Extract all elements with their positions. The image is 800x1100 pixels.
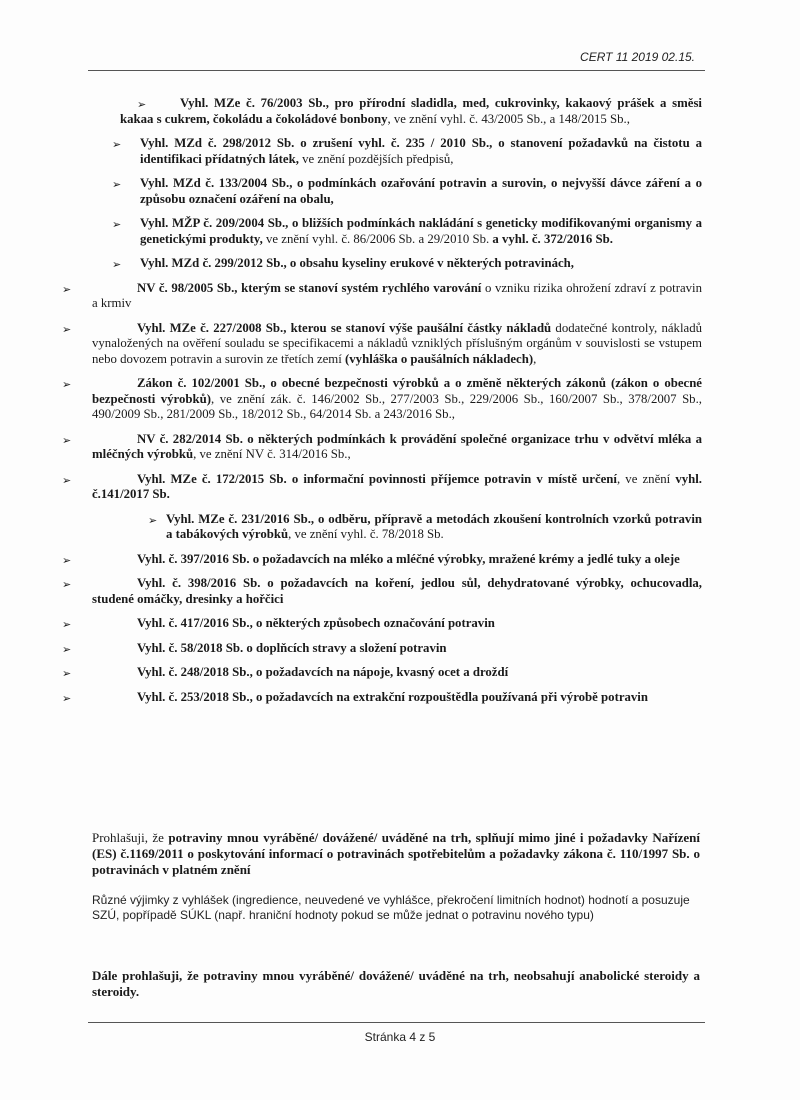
- legislation-bold: NV č. 282/2014 Sb. o některých podmínkách k provádění společné organizace trhu v odvětví mléka a mléčných výrobků: [92, 431, 702, 461]
- legislation-bold: Vyhl. č. 58/2018 Sb. o doplňcích stravy a složení potravin: [137, 640, 447, 655]
- legislation-text: [62, 690, 702, 706]
- legislation-text: [112, 176, 702, 207]
- legislation-item: [62, 690, 702, 706]
- legislation-rest: ve znění pozdějších předpisů,: [298, 151, 454, 166]
- legislation-text: [148, 512, 702, 543]
- legislation-item: [62, 472, 702, 503]
- steroids-declaration: Dále prohlašuji, že potraviny mnou vyráběné/ dovážené/ uváděné na trh, neobsahují anabolické steroidy a steroidy.: [92, 968, 700, 999]
- legislation-bold: Vyhl. MZd č. 133/2004 Sb., o podmínkách ozařování potravin a surovin, o nejvyšší dávce záření a o způsobu označení ozáření na obalu,: [140, 176, 702, 206]
- bullet-arrow-icon: ➢: [62, 433, 72, 447]
- legislation-text: [62, 641, 702, 657]
- bullet-arrow-icon: ➢: [62, 578, 72, 591]
- legislation-rest: o vzniku rizika ohrožení zdraví z potravin a krmiv: [92, 280, 702, 310]
- bullet-arrow-icon: ➢: [62, 378, 72, 391]
- bullet-arrow-icon: ➢: [62, 618, 72, 631]
- legislation-item: [62, 576, 702, 607]
- legislation-text: [62, 376, 702, 423]
- legislation-item: [62, 616, 702, 632]
- legislation-bold: Vyhl. č. 398/2016 Sb. o požadavcích na koření, jedlou sůl, dehydratované výrobky, ochucovadla, studené omáčky, dresinky a hořčici: [92, 576, 702, 606]
- bullet-arrow-icon: ➢: [137, 98, 147, 111]
- bullet-arrow-icon: ➢: [62, 667, 72, 680]
- bullet-arrow-icon: ➢: [62, 691, 72, 705]
- legislation-bold: Zákon č. 102/2001 Sb., o obecné bezpečnosti výrobků a o změně některých zákonů (zákon o obecné bezpečnosti výrobků): [92, 376, 702, 406]
- bullet-arrow-icon: ➢: [62, 553, 72, 567]
- header-rule: [88, 70, 705, 71]
- legislation-bold: Vyhl. MZd č. 298/2012 Sb. o zrušení vyhl. č. 235 / 2010 Sb., o stanovení požadavků na čistotu a identifikaci přídatných látek,: [140, 136, 702, 166]
- legislation-text: [112, 216, 702, 247]
- legislation-bold: Vyhl. č. 253/2018 Sb., o požadavcích na extrakční rozpouštědla používaná při výrobě potravin: [137, 689, 648, 704]
- legislation-item: [62, 552, 702, 568]
- legislation-item: [62, 432, 702, 463]
- bullet-arrow-icon: ➢: [112, 258, 122, 271]
- bullet-arrow-icon: ➢: [112, 178, 122, 191]
- legislation-rest2: ,: [533, 351, 537, 366]
- bullet-arrow-icon: ➢: [62, 642, 72, 656]
- footer-rule: [88, 1022, 705, 1023]
- legislation-text: [62, 616, 702, 632]
- legislation-bold: Vyhl. MZe č. 227/2008 Sb., kterou se stanoví výše paušální částky nákladů: [137, 320, 552, 335]
- bullet-arrow-icon: ➢: [148, 513, 158, 527]
- legislation-text: [62, 321, 702, 368]
- legislation-text: [62, 552, 702, 568]
- legislation-item: [112, 216, 702, 247]
- legislation-text: [92, 96, 702, 127]
- legislation-item: [62, 281, 702, 312]
- legislation-bold: Vyhl. MZe č. 231/2016 Sb., o odběru, přípravě a metodách zkoušení kontrolních vzorků potravin a tabákových výrobků: [166, 511, 702, 541]
- legislation-bold: Vyhl. MŽP č. 209/2004 Sb., o bližších podmínkách nakládání s geneticky modifikovanými organismy a genetickými produkty,: [140, 216, 702, 246]
- legislation-item: [112, 256, 702, 272]
- legislation-rest: , ve znění: [616, 471, 676, 486]
- page-number: Stránka 4 z 5: [364, 1030, 436, 1044]
- legislation-bold: Vyhl. MZe č. 76/2003 Sb., pro přírodní sladidla, med, cukrovinky, kakaový prášek a směsi kakaa s cukrem, čokoládu a čokoládové bonbony: [120, 96, 702, 126]
- bullet-arrow-icon: ➢: [62, 282, 72, 296]
- legislation-text: [62, 472, 702, 503]
- legislation-bold: Vyhl. č. 417/2016 Sb., o některých způsobech označování potravin: [137, 616, 495, 630]
- bullet-arrow-icon: ➢: [112, 138, 122, 151]
- bullet-arrow-icon: ➢: [62, 473, 72, 487]
- declaration-bold: potraviny mnou vyráběné/ dovážené/ uváděné na trh, splňují mimo jiné i požadavky Nařízení (ES) č.1169/2011 o poskytování informací o potravinách spotřebitelům a požadavky zákona č. 110/1997 Sb. o potravinách v platném znění: [92, 830, 701, 877]
- legislation-item: [92, 96, 702, 127]
- bullet-arrow-icon: ➢: [62, 322, 72, 336]
- legislation-text: [62, 432, 702, 463]
- legislation-rest: , ve znění NV č. 314/2016 Sb.,: [193, 447, 351, 461]
- legislation-bold2: (vyhláška o paušálních nákladech): [345, 351, 534, 366]
- legislation-list: [0, 96, 800, 714]
- legislation-text: [62, 665, 702, 681]
- legislation-item: [112, 136, 702, 167]
- legislation-rest: , ve znění vyhl. č. 78/2018 Sb.: [288, 527, 444, 541]
- legislation-rest: , ve znění vyhl. č. 43/2005 Sb., a 148/2015 Sb.,: [387, 111, 630, 126]
- legislation-item: [112, 176, 702, 207]
- legislation-bold2: vyhl. č.141/2017 Sb.: [92, 471, 702, 501]
- legislation-item: [62, 376, 702, 423]
- legislation-item: [148, 512, 702, 543]
- declaration-lead: Prohlašuji, že: [92, 830, 169, 845]
- legislation-rest: dodatečné kontroly, nákladů vynaložených na ověření souladu se specifikacemi a nákladů vzniklých příslušným orgánům v souvislosti se vstupem nebo dovozem potravin a surovin ze třetích zemí: [92, 320, 702, 366]
- legislation-bold: Vyhl. č. 397/2016 Sb. o požadavcích na mléko a mléčné výrobky, mražené krémy a jedlé tuky a oleje: [137, 551, 680, 566]
- legislation-bold: Vyhl. MZd č. 299/2012 Sb., o obsahu kyseliny erukové v některých potravinách,: [140, 256, 574, 270]
- legislation-text: [112, 256, 702, 272]
- exceptions-note: Různé výjimky z vyhlášek (ingredience, neuvedené ve vyhlášce, překročení limitních hodnot) hodnotí a posuzuje SZÚ, popřípadě SÚKL (např. hraniční hodnoty pokud se může jednat o potravinu nového typu): [92, 893, 690, 922]
- legislation-bold: Vyhl. MZe č. 172/2015 Sb. o informační povinnosti příjemce potravin v místě určení: [137, 471, 617, 486]
- legislation-bold2: a vyhl. č. 372/2016 Sb.: [492, 231, 613, 246]
- legislation-bold: NV č. 98/2005 Sb., kterým se stanoví systém rychlého varování: [137, 280, 482, 295]
- legislation-item: [62, 665, 702, 681]
- legislation-rest: , ve znění zák. č. 146/2002 Sb., 277/2003 Sb., 229/2006 Sb., 160/2007 Sb., 378/2007 Sb., 490/2009 Sb., 281/2009 Sb., 18/2012 Sb., 64/2014 Sb. a 243/2016 Sb.,: [92, 391, 702, 421]
- legislation-text: [112, 136, 702, 167]
- legislation-text: [62, 281, 702, 312]
- bullet-arrow-icon: ➢: [112, 218, 122, 231]
- legislation-bold: Vyhl. č. 248/2018 Sb., o požadavcích na nápoje, kvasný ocet a droždí: [137, 665, 509, 679]
- legislation-rest: ve znění vyhl. č. 86/2006 Sb. a 29/2010 Sb.: [262, 231, 493, 246]
- document-reference: CERT 11 2019 02.15.: [580, 50, 695, 64]
- declaration-paragraph: [92, 830, 700, 878]
- legislation-item: [62, 321, 702, 368]
- legislation-item: [62, 641, 702, 657]
- legislation-text: [62, 576, 702, 607]
